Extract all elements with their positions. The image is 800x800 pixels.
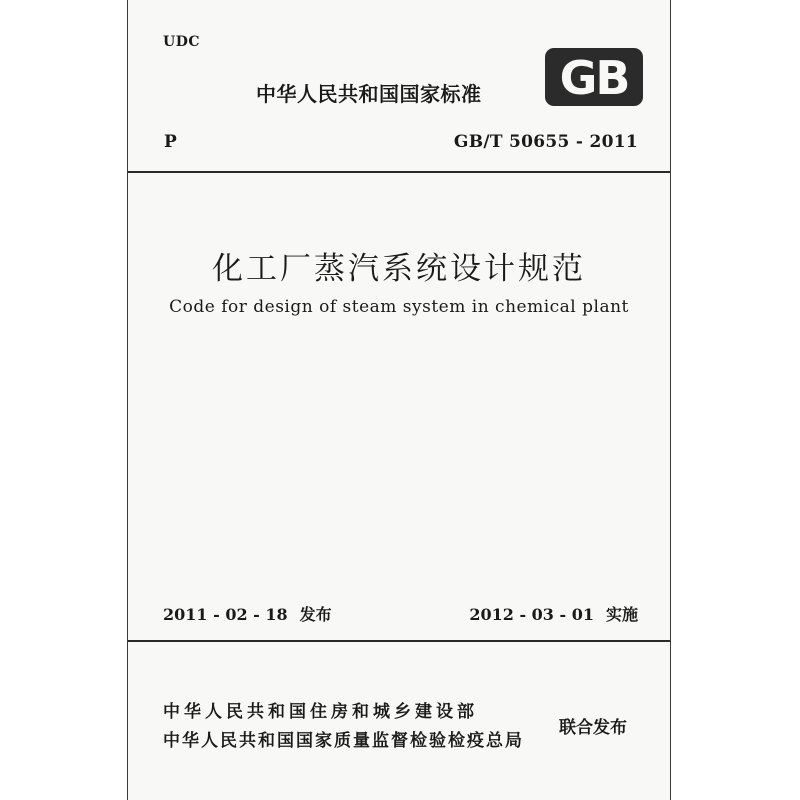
- joint-issue-label: 联合发布: [559, 718, 627, 738]
- classification-code: P: [164, 132, 177, 152]
- standard-type-heading: 中华人民共和国国家标准: [256, 82, 482, 106]
- standard-number: GB/T 50655 - 2011: [453, 132, 638, 152]
- standard-cover: [127, 0, 671, 800]
- publisher-housing-ministry: 中华人民共和国住房和城乡建设部: [163, 702, 478, 722]
- implement-date-block: [469, 602, 638, 625]
- implement-date: 2012 - 03 - 01: [469, 605, 594, 624]
- implement-label: 实施: [605, 605, 638, 624]
- title-english: Code for design of steam system in chemical plant: [169, 297, 629, 317]
- publisher-aqsiq: 中华人民共和国国家质量监督检验检疫总局: [163, 731, 524, 751]
- gb-logo: [544, 47, 644, 107]
- udc-label: UDC: [163, 34, 200, 50]
- issue-date-block: [163, 602, 332, 625]
- issue-date: 2011 - 02 - 18: [163, 605, 288, 624]
- issue-label: 发布: [299, 605, 332, 624]
- bottom-divider: [128, 640, 670, 642]
- title-chinese: 化工厂蒸汽系统设计规范: [212, 251, 586, 287]
- gb-logo-text: GB: [559, 51, 629, 105]
- top-divider: [128, 171, 670, 173]
